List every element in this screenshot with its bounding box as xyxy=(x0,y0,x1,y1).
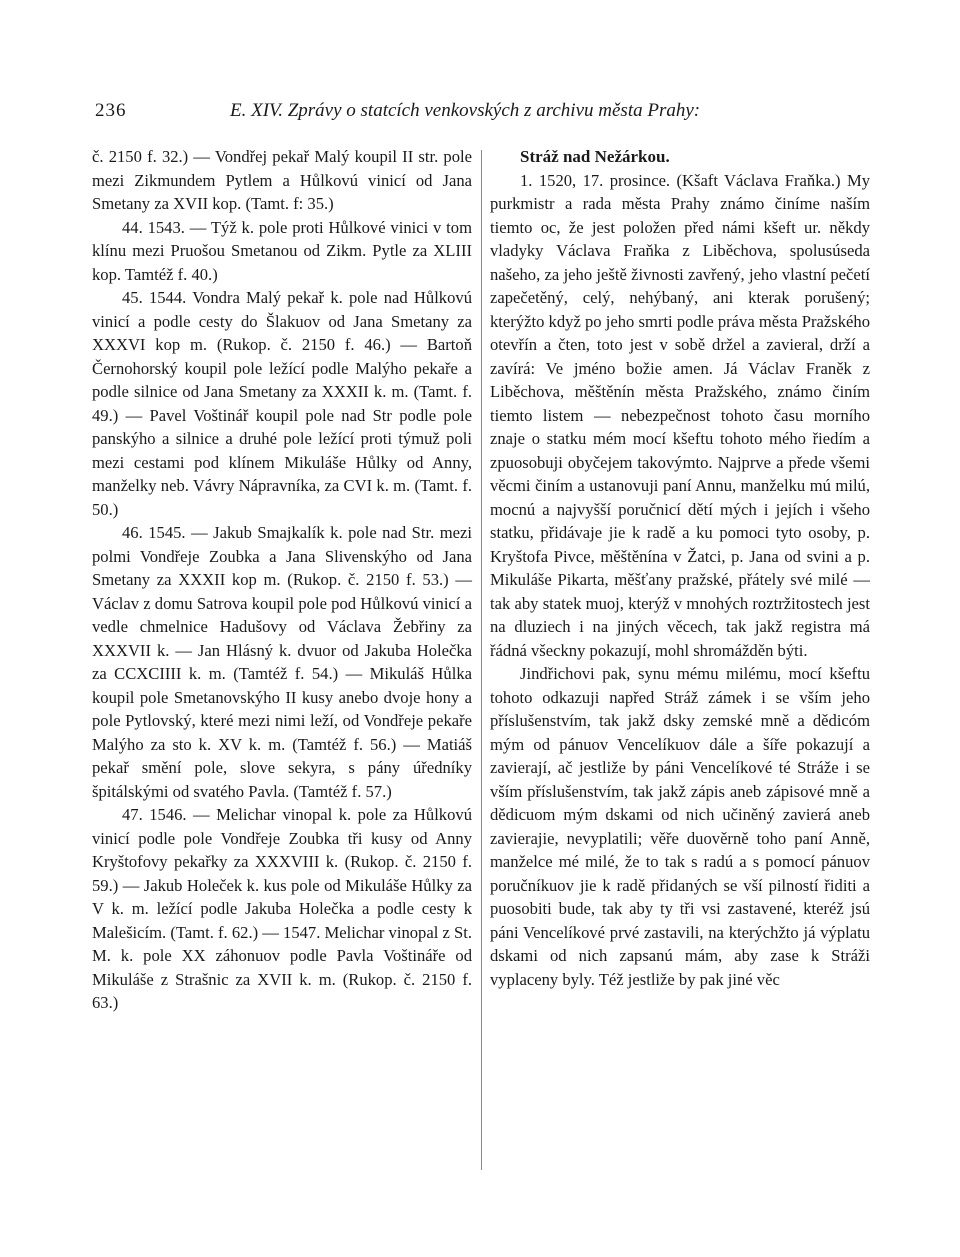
paragraph: 45. 1544. Vondra Malý pekař k. pole nad Hůlkovú vinicí a podle cesty do Šlakuov od Jana Smetany za XXXVI kop m. (Rukop. č. 2150 f. 46.) — Bartoň Černohorský koupil pole ležící podle Malýho pekaře a podle silnice od Jana Smetany za XXXII k. m. (Tamt. f. 49.) — Pavel Voštinář koupil pole nad Str podle pole panskýho a silnice a druhé pole ležící proti týmuž poli mezi cestami pod klínem Mikuláše Hůlky od Anny, manželky neb. Vávry Nápravníka, za CVI k. m. (Tamt. f. 50.) xyxy=(92,288,472,519)
page-header xyxy=(95,100,875,130)
page-number: 236 xyxy=(95,100,127,121)
paragraph: Jindřichovi pak, synu mému milému, mocí kšeftu tohoto odkazuji napřed Stráž zámek i se vším jeho příslušenstvím, tak jakž dsky zemské mně a dědicóm mým od pánuov Vencelíkuov dále a šíře pokazují a zavierají, ač jestliže by páni Vencelíkové té Stráže i se vším příslušenstvím, tak jakž zápis aneb zápisové mně a dědicuom mým dskami od nich učiněný zavierá aneb zavierajie, nevyplatili; věře duověrně toho paní Anně, manželce mé milé, že to tak s radú a s pomocí pánuov poručníkuov jie k radě přidaných se vší pilností řiditi a puosobiti bude, tak aby ty tři vsi zastavené, kteréž jsú páni Vencelíkové prvé zastavili, na kterýchžto já výplatu dskami od nich zapsanú mám, aby zase k Stráži vyplaceny byly. Též jestliže by pak jiné věc xyxy=(490,664,870,989)
right-column xyxy=(490,145,870,991)
running-title: E. XIV. Zprávy o statcích venkovských z archivu města Prahy: xyxy=(230,100,701,121)
paragraph: 46. 1545. — Jakub Smajkalík k. pole nad Str. mezi polmi Vondřeje Zoubka a Jana Slivenskýho od Jana Smetany za XXXII kop m. (Rukop. č. 2150 f. 53.) — Václav z domu Satrova koupil pole pod Hůlkovú vinicí a vedle chmelnice Hadušovy od Václava Žebřiny za XXXVII k. — Jan Hlásný k. dvuor od Jakuba Holečka za CCXCIIII k. m. (Tamtéž f. 54.) — Mikuláš Hůlka koupil pole Smetanovskýho II kusy anebo dvoje hony a pole Pytlovský, které mezi nimi leží, od Vondřeje pekaře Malýho za sto k. XV k. m. (Tamtéž f. 56.) — Matiáš pekař smění pole, slove sekyra, s pány úředníky špitálskými od svatého Pavla. (Tamtéž f. 57.) xyxy=(92,523,472,801)
paragraph: 1. 1520, 17. prosince. (Kšaft Václava Fraňka.) My purkmistr a rada města Prahy známo činíme naším tiemto oc, že jest položen před námi kšeft ur. někdy vladyky Václava Fraňka z Liběchova, spolusúseda našeho, za jeho ještě živnosti zavřený, jeho vlastní pečetí zapečetěný, celý, nehýbaný, ani kterak porušený; kterýžto když po jeho smrti podle práva města Pražského otevřín a čten, toto jest v sobě držel a zavieral, drží a zavírá: Ve jméno božie amen. Já Václav Franěk z Liběchova, měštěnín města Pražského, známo činím tiemto listem — nebezpečnost tohoto času morního znaje o statku mém mocí kšeftu tohoto mého řiedím a zpuosobuji obyčejem takovýmto. Najprve a přede všemi věcmi činím a ustanovuji paní Annu, manželku mú milú, mocnú a najvyšší poručnicí dětí mých i jejích i všeho statku, přidávaje jie k radě a ku pomoci tyto osoby, p. Kryštofa Pivce, měštěnína v Žatci, p. Jana od svini a p. Mikuláše Pikarta, měšťany pražské, přátely své milé — tak aby statek muoj, kterýž v mnohých roztržitostech jest na dluziech i na jiných věcech, tak jakž registra má řádná všeckny pokazují, mohl shromážděn býti. xyxy=(490,170,870,660)
left-column xyxy=(92,145,472,1015)
column-divider xyxy=(481,150,482,1170)
paragraph: č. 2150 f. 32.) — Vondřej pekař Malý koupil II str. pole mezi Zikmundem Pytlem a Hůlkovú vinicí od Jana Smetany za XVII kop. (Tamt. f: 35.) xyxy=(92,147,472,213)
section-heading: Stráž nad Nežárkou. xyxy=(520,147,670,166)
paragraph: 47. 1546. — Melichar vinopal k. pole za Hůlkovú vinicí podle pole Vondřeje Zoubka tři kusy od Anny Kryštofovy pekařky za XXXVIII k. (Rukop. č. 2150 f. 59.) — Jakub Holeček k. kus pole od Mikuláše Hůlky za V k. m. ležící podle Jakuba Holečka a podle cesty k Malešicím. (Tamt. f. 62.) — 1547. Melichar vinopal z St. M. k. pole XX záhonuov podle Pavla Voštináře od Mikuláše z Strašnic za XVII k. m. (Rukop. č. 2150 f. 63.) xyxy=(92,805,472,1012)
paragraph: 44. 1543. — Týž k. pole proti Hůlkové vinici v tom klínu mezi Pruošou Smetanou od Zikm. Pytle za XLIII kop. Tamtéž f. 40.) xyxy=(92,217,472,284)
